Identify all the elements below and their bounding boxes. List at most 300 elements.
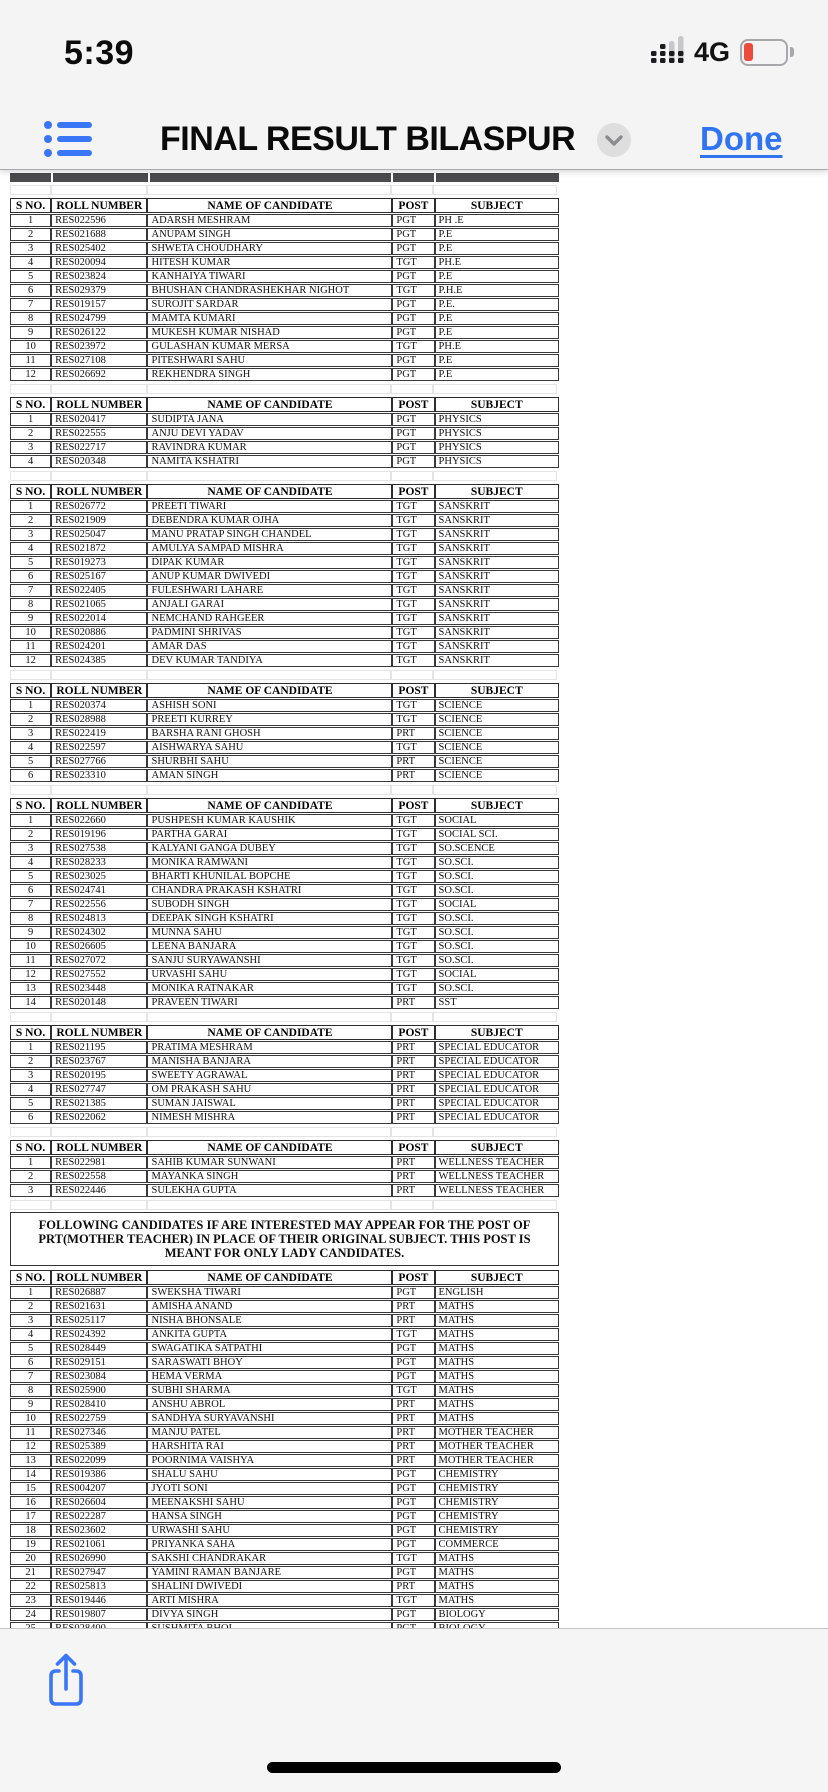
table-row: [10, 814, 559, 827]
done-button[interactable]: Done: [700, 120, 783, 157]
table-row: [10, 228, 559, 241]
column-header: S NO.: [10, 198, 51, 213]
post-cell: PRT: [392, 1055, 434, 1068]
roll-number-cell: RES022556: [51, 898, 147, 911]
subject-cell: PHYSICS: [435, 441, 559, 454]
column-header: NAME OF CANDIDATE: [147, 484, 392, 499]
table-gap-divider: [10, 185, 559, 195]
roll-number-cell: RES025402: [51, 242, 147, 255]
serial-cell: 8: [10, 312, 51, 325]
serial-cell: 18: [10, 1524, 51, 1537]
subject-cell: SO.SCI.: [435, 982, 559, 995]
table-row: [10, 1580, 559, 1593]
candidate-name-cell: SWAGATIKA SATPATHI: [147, 1342, 392, 1355]
table-row: [10, 1566, 559, 1579]
subject-cell: SO.SCI.: [435, 940, 559, 953]
post-cell: TGT: [392, 500, 434, 513]
roll-number-cell: RES019807: [51, 1608, 147, 1621]
serial-cell: 10: [10, 1412, 51, 1425]
post-cell: PGT: [392, 441, 434, 454]
table-row: [10, 1468, 559, 1481]
table-row: [10, 912, 559, 925]
post-cell: PGT: [392, 427, 434, 440]
post-cell: TGT: [392, 542, 434, 555]
top-bar: [0, 0, 828, 170]
serial-cell: 14: [10, 1468, 51, 1481]
candidate-name-cell: SHALU SAHU: [147, 1468, 392, 1481]
post-cell: PRT: [392, 1426, 434, 1439]
post-cell: TGT: [392, 982, 434, 995]
serial-cell: 3: [10, 727, 51, 740]
table-row: [10, 598, 559, 611]
table-gap-divider: [10, 670, 559, 680]
table-row: [10, 1055, 559, 1068]
table-row: [10, 1111, 559, 1124]
roll-number-cell: RES021872: [51, 542, 147, 555]
subject-cell: MATHS: [435, 1552, 559, 1565]
table-row: [10, 1370, 559, 1383]
header-row: [10, 397, 559, 412]
table-row: [10, 1041, 559, 1054]
post-cell: TGT: [392, 699, 434, 712]
serial-cell: 24: [10, 1608, 51, 1621]
candidate-name-cell: GULASHAN KUMAR MERSA: [147, 340, 392, 353]
post-cell: TGT: [392, 741, 434, 754]
roll-number-cell: RES020195: [51, 1069, 147, 1082]
column-header: NAME OF CANDIDATE: [147, 1140, 392, 1155]
candidate-name-cell: SUDIPTA JANA: [147, 413, 392, 426]
subject-cell: CHEMISTRY: [435, 1496, 559, 1509]
table-row: [10, 982, 559, 995]
subject-cell: P.E: [435, 228, 559, 241]
table-row: [10, 500, 559, 513]
roll-number-cell: RES023602: [51, 1524, 147, 1537]
column-header: POST: [392, 484, 434, 499]
candidate-name-cell: NISHA BHONSALE: [147, 1314, 392, 1327]
serial-cell: 2: [10, 427, 51, 440]
post-cell: PRT: [392, 1170, 434, 1183]
post-cell: PGT: [392, 1608, 434, 1621]
serial-cell: 4: [10, 256, 51, 269]
serial-cell: 1: [10, 1156, 51, 1169]
serial-cell: 10: [10, 940, 51, 953]
roll-number-cell: RES022062: [51, 1111, 147, 1124]
post-cell: TGT: [392, 884, 434, 897]
subject-cell: P.E: [435, 368, 559, 381]
serial-cell: 5: [10, 1342, 51, 1355]
candidate-name-cell: DEEPAK SINGH KSHATRI: [147, 912, 392, 925]
candidate-name-cell: ANJU DEVI YADAV: [147, 427, 392, 440]
table-row: [10, 741, 559, 754]
table-row: [10, 413, 559, 426]
table-row: [10, 828, 559, 841]
post-cell: PGT: [392, 455, 434, 468]
candidate-name-cell: MONIKA RATNAKAR: [147, 982, 392, 995]
roll-number-cell: RES019157: [51, 298, 147, 311]
subject-cell: SOCIAL: [435, 898, 559, 911]
roll-number-cell: RES022759: [51, 1412, 147, 1425]
candidate-name-cell: SHALINI DWIVEDI: [147, 1580, 392, 1593]
subject-cell: SCIENCE: [435, 769, 559, 782]
roll-number-cell: RES020148: [51, 996, 147, 1009]
table-gap-divider: [10, 1127, 559, 1137]
post-cell: TGT: [392, 926, 434, 939]
candidate-name-cell: RAVINDRA KUMAR: [147, 441, 392, 454]
result-table-wellness-teacher: [10, 1139, 559, 1198]
serial-cell: 3: [10, 1314, 51, 1327]
roll-number-cell: RES022099: [51, 1454, 147, 1467]
roll-number-cell: RES023448: [51, 982, 147, 995]
table-row: [10, 455, 559, 468]
home-indicator[interactable]: [267, 1762, 561, 1773]
serial-cell: 7: [10, 584, 51, 597]
serial-cell: 20: [10, 1552, 51, 1565]
table-row: [10, 1482, 559, 1495]
serial-cell: 17: [10, 1510, 51, 1523]
table-row: [10, 884, 559, 897]
subject-cell: MATHS: [435, 1566, 559, 1579]
post-cell: PGT: [392, 214, 434, 227]
table-gap-divider: [10, 471, 559, 481]
roll-number-cell: RES022287: [51, 1510, 147, 1523]
table-row: [10, 1412, 559, 1425]
subject-cell: P.E: [435, 326, 559, 339]
serial-cell: 22: [10, 1580, 51, 1593]
post-cell: TGT: [392, 640, 434, 653]
candidate-name-cell: MAYANKA SINGH: [147, 1170, 392, 1183]
candidate-name-cell: MANISHA BANJARA: [147, 1055, 392, 1068]
table-row: [10, 584, 559, 597]
roll-number-cell: RES022558: [51, 1170, 147, 1183]
post-cell: TGT: [392, 940, 434, 953]
roll-number-cell: RES022419: [51, 727, 147, 740]
serial-cell: 8: [10, 598, 51, 611]
post-cell: TGT: [392, 842, 434, 855]
post-cell: PRT: [392, 1111, 434, 1124]
serial-cell: 8: [10, 912, 51, 925]
post-cell: PRT: [392, 996, 434, 1009]
candidate-name-cell: JYOTI SONI: [147, 1482, 392, 1495]
post-cell: PRT: [392, 769, 434, 782]
table-row: [10, 1314, 559, 1327]
post-cell: PGT: [392, 228, 434, 241]
table-of-contents-button[interactable]: [44, 120, 92, 162]
candidate-name-cell: MONIKA RAMWANI: [147, 856, 392, 869]
post-cell: TGT: [392, 1384, 434, 1397]
candidate-name-cell: DEV KUMAR TANDIYA: [147, 654, 392, 667]
post-cell: PRT: [392, 1454, 434, 1467]
serial-cell: 11: [10, 1426, 51, 1439]
subject-cell: P.E: [435, 312, 559, 325]
candidate-name-cell: LEENA BANJARA: [147, 940, 392, 953]
result-table-science: [10, 682, 559, 783]
table-row: [10, 1454, 559, 1467]
serial-cell: 5: [10, 870, 51, 883]
table-row: [10, 1069, 559, 1082]
roll-number-cell: RES020417: [51, 413, 147, 426]
table-row: [10, 368, 559, 381]
post-cell: PRT: [392, 1083, 434, 1096]
subject-cell: MATHS: [435, 1594, 559, 1607]
subject-cell: SO.SCI.: [435, 926, 559, 939]
subject-cell: MOTHER TEACHER: [435, 1440, 559, 1453]
serial-cell: 12: [10, 654, 51, 667]
serial-cell: 21: [10, 1566, 51, 1579]
subject-cell: MATHS: [435, 1580, 559, 1593]
table-row: [10, 1356, 559, 1369]
subject-cell: COMMERCE: [435, 1538, 559, 1551]
table-row: [10, 940, 559, 953]
table-row: [10, 312, 559, 325]
candidate-name-cell: MUNNA SAHU: [147, 926, 392, 939]
roll-number-cell: RES026887: [51, 1286, 147, 1299]
table-row: [10, 1097, 559, 1110]
subject-cell: WELLNESS TEACHER: [435, 1156, 559, 1169]
roll-number-cell: RES025900: [51, 1384, 147, 1397]
candidate-name-cell: SARASWATI BHOY: [147, 1356, 392, 1369]
table-row: [10, 427, 559, 440]
subject-cell: SANSKRIT: [435, 500, 559, 513]
table-row: [10, 298, 559, 311]
post-cell: PGT: [392, 242, 434, 255]
subject-cell: PHYSICS: [435, 413, 559, 426]
candidate-name-cell: ASHISH SONI: [147, 699, 392, 712]
serial-cell: 9: [10, 326, 51, 339]
table-gap-divider: [10, 1012, 559, 1022]
roll-number-cell: RES021061: [51, 1538, 147, 1551]
subject-cell: SCIENCE: [435, 727, 559, 740]
serial-cell: 11: [10, 640, 51, 653]
serial-cell: 15: [10, 1482, 51, 1495]
result-table-physics: [10, 396, 559, 469]
roll-number-cell: RES024799: [51, 312, 147, 325]
table-row: [10, 1594, 559, 1607]
table-row: [10, 996, 559, 1009]
post-cell: PGT: [392, 1482, 434, 1495]
roll-number-cell: RES029379: [51, 284, 147, 297]
subject-cell: SANSKRIT: [435, 598, 559, 611]
candidate-name-cell: AMISHA ANAND: [147, 1300, 392, 1313]
candidate-name-cell: ADARSH MESHRAM: [147, 214, 392, 227]
post-cell: TGT: [392, 284, 434, 297]
subject-cell: BIOLOGY: [435, 1608, 559, 1621]
roll-number-cell: RES023310: [51, 769, 147, 782]
column-header: POST: [392, 1270, 434, 1285]
serial-cell: 6: [10, 284, 51, 297]
result-table-sanskrit: [10, 483, 559, 668]
column-header: S NO.: [10, 484, 51, 499]
column-header: ROLL NUMBER: [51, 397, 147, 412]
serial-cell: 1: [10, 1286, 51, 1299]
serial-cell: 3: [10, 441, 51, 454]
subject-cell: SOCIAL: [435, 968, 559, 981]
serial-cell: 6: [10, 570, 51, 583]
subject-cell: SOCIAL: [435, 814, 559, 827]
candidate-name-cell: MANU PRATAP SINGH CHANDEL: [147, 528, 392, 541]
candidate-name-cell: MANJU PATEL: [147, 1426, 392, 1439]
serial-cell: 6: [10, 1356, 51, 1369]
roll-number-cell: RES024201: [51, 640, 147, 653]
post-cell: PRT: [392, 1041, 434, 1054]
subject-cell: SOCIAL SCI.: [435, 828, 559, 841]
post-cell: PGT: [392, 1370, 434, 1383]
candidate-name-cell: PRATIMA MESHRAM: [147, 1041, 392, 1054]
post-cell: PRT: [392, 1580, 434, 1593]
post-cell: TGT: [392, 713, 434, 726]
serial-cell: 12: [10, 1440, 51, 1453]
roll-number-cell: RES028410: [51, 1398, 147, 1411]
share-button[interactable]: [44, 1651, 88, 1709]
candidate-name-cell: FULESHWARI LAHARE: [147, 584, 392, 597]
subject-cell: P.E: [435, 270, 559, 283]
title-menu-button[interactable]: [596, 122, 632, 158]
roll-number-cell: RES021909: [51, 514, 147, 527]
subject-cell: PHYSICS: [435, 455, 559, 468]
subject-cell: SO.SCI.: [435, 954, 559, 967]
subject-cell: PH.E: [435, 256, 559, 269]
clipped-table-row: [10, 173, 559, 182]
table-row: [10, 842, 559, 855]
candidate-name-cell: SUROJIT SARDAR: [147, 298, 392, 311]
serial-cell: 11: [10, 354, 51, 367]
candidate-name-cell: SUBODH SINGH: [147, 898, 392, 911]
roll-number-cell: RES021688: [51, 228, 147, 241]
table-row: [10, 256, 559, 269]
post-cell: TGT: [392, 912, 434, 925]
candidate-name-cell: NAMITA KSHATRI: [147, 455, 392, 468]
column-header: NAME OF CANDIDATE: [147, 198, 392, 213]
column-header: NAME OF CANDIDATE: [147, 683, 392, 698]
serial-cell: 5: [10, 556, 51, 569]
serial-cell: 4: [10, 1328, 51, 1341]
serial-cell: 3: [10, 1184, 51, 1197]
roll-number-cell: RES028988: [51, 713, 147, 726]
column-header: S NO.: [10, 397, 51, 412]
table-row: [10, 640, 559, 653]
subject-cell: SPECIAL EDUCATOR: [435, 1111, 559, 1124]
subject-cell: SANSKRIT: [435, 584, 559, 597]
candidate-name-cell: URVASHI SAHU: [147, 968, 392, 981]
candidate-name-cell: POORNIMA VAISHYA: [147, 1454, 392, 1467]
network-type-label: 4G: [694, 36, 731, 67]
subject-cell: CHEMISTRY: [435, 1524, 559, 1537]
post-cell: PGT: [392, 1468, 434, 1481]
roll-number-cell: RES024385: [51, 654, 147, 667]
subject-cell: MATHS: [435, 1370, 559, 1383]
post-cell: PGT: [392, 354, 434, 367]
candidate-name-cell: SAHIB KUMAR SUNWANI: [147, 1156, 392, 1169]
serial-cell: 3: [10, 842, 51, 855]
serial-cell: 19: [10, 1538, 51, 1551]
candidate-name-cell: SWEETY AGRAWAL: [147, 1069, 392, 1082]
table-row: [10, 1384, 559, 1397]
post-cell: TGT: [392, 584, 434, 597]
candidate-name-cell: REKHENDRA SINGH: [147, 368, 392, 381]
post-cell: PRT: [392, 755, 434, 768]
table-row: [10, 1170, 559, 1183]
serial-cell: 7: [10, 898, 51, 911]
roll-number-cell: RES023972: [51, 340, 147, 353]
candidate-name-cell: ANKITA GUPTA: [147, 1328, 392, 1341]
post-cell: PRT: [392, 1156, 434, 1169]
roll-number-cell: RES023767: [51, 1055, 147, 1068]
column-header: S NO.: [10, 1140, 51, 1155]
subject-cell: SCIENCE: [435, 741, 559, 754]
column-header: S NO.: [10, 1025, 51, 1040]
column-header: POST: [392, 397, 434, 412]
table-row: [10, 1426, 559, 1439]
candidate-name-cell: SWEKSHA TIWARI: [147, 1286, 392, 1299]
table-row: [10, 556, 559, 569]
candidate-name-cell: AMULYA SAMPAD MISHRA: [147, 542, 392, 555]
post-cell: TGT: [392, 1328, 434, 1341]
roll-number-cell: RES026772: [51, 500, 147, 513]
roll-number-cell: RES022981: [51, 1156, 147, 1169]
serial-cell: 2: [10, 713, 51, 726]
table-row: [10, 340, 559, 353]
roll-number-cell: RES019446: [51, 1594, 147, 1607]
serial-cell: 2: [10, 1300, 51, 1313]
candidate-name-cell: PADMINI SHRIVAS: [147, 626, 392, 639]
candidate-name-cell: DEBENDRA KUMAR OJHA: [147, 514, 392, 527]
table-row: [10, 1184, 559, 1197]
roll-number-cell: RES022597: [51, 741, 147, 754]
serial-cell: 9: [10, 1398, 51, 1411]
post-cell: PGT: [392, 298, 434, 311]
column-header: POST: [392, 683, 434, 698]
result-table-physical-education: [10, 197, 559, 382]
subject-cell: CHEMISTRY: [435, 1510, 559, 1523]
post-cell: PGT: [392, 1342, 434, 1355]
post-cell: PRT: [392, 1412, 434, 1425]
serial-cell: 4: [10, 741, 51, 754]
roll-number-cell: RES022596: [51, 214, 147, 227]
table-row: [10, 1398, 559, 1411]
candidate-name-cell: DIVYA SINGH: [147, 1608, 392, 1621]
subject-cell: MOTHER TEACHER: [435, 1426, 559, 1439]
candidate-name-cell: SUBHI SHARMA: [147, 1384, 392, 1397]
subject-cell: SO.SCI.: [435, 870, 559, 883]
roll-number-cell: RES020094: [51, 256, 147, 269]
roll-number-cell: RES024741: [51, 884, 147, 897]
subject-cell: SPECIAL EDUCATOR: [435, 1097, 559, 1110]
table-row: [10, 727, 559, 740]
post-cell: TGT: [392, 954, 434, 967]
table-row: [10, 1524, 559, 1537]
roll-number-cell: RES023025: [51, 870, 147, 883]
column-header: SUBJECT: [435, 1270, 559, 1285]
candidate-name-cell: AMAR DAS: [147, 640, 392, 653]
subject-cell: SO.SCI.: [435, 884, 559, 897]
subject-cell: P.H.E: [435, 284, 559, 297]
table-row: [10, 654, 559, 667]
table-row: [10, 898, 559, 911]
subject-cell: SANSKRIT: [435, 612, 559, 625]
serial-cell: 1: [10, 500, 51, 513]
table-gap-divider: [10, 785, 559, 795]
post-cell: PGT: [392, 413, 434, 426]
post-cell: PGT: [392, 1524, 434, 1537]
table-row: [10, 354, 559, 367]
column-header: ROLL NUMBER: [51, 1270, 147, 1285]
document-page[interactable]: [0, 171, 828, 1628]
candidate-name-cell: MUKESH KUMAR NISHAD: [147, 326, 392, 339]
table-row: [10, 926, 559, 939]
serial-cell: 2: [10, 228, 51, 241]
serial-cell: 10: [10, 340, 51, 353]
subject-cell: MATHS: [435, 1328, 559, 1341]
roll-number-cell: RES025167: [51, 570, 147, 583]
